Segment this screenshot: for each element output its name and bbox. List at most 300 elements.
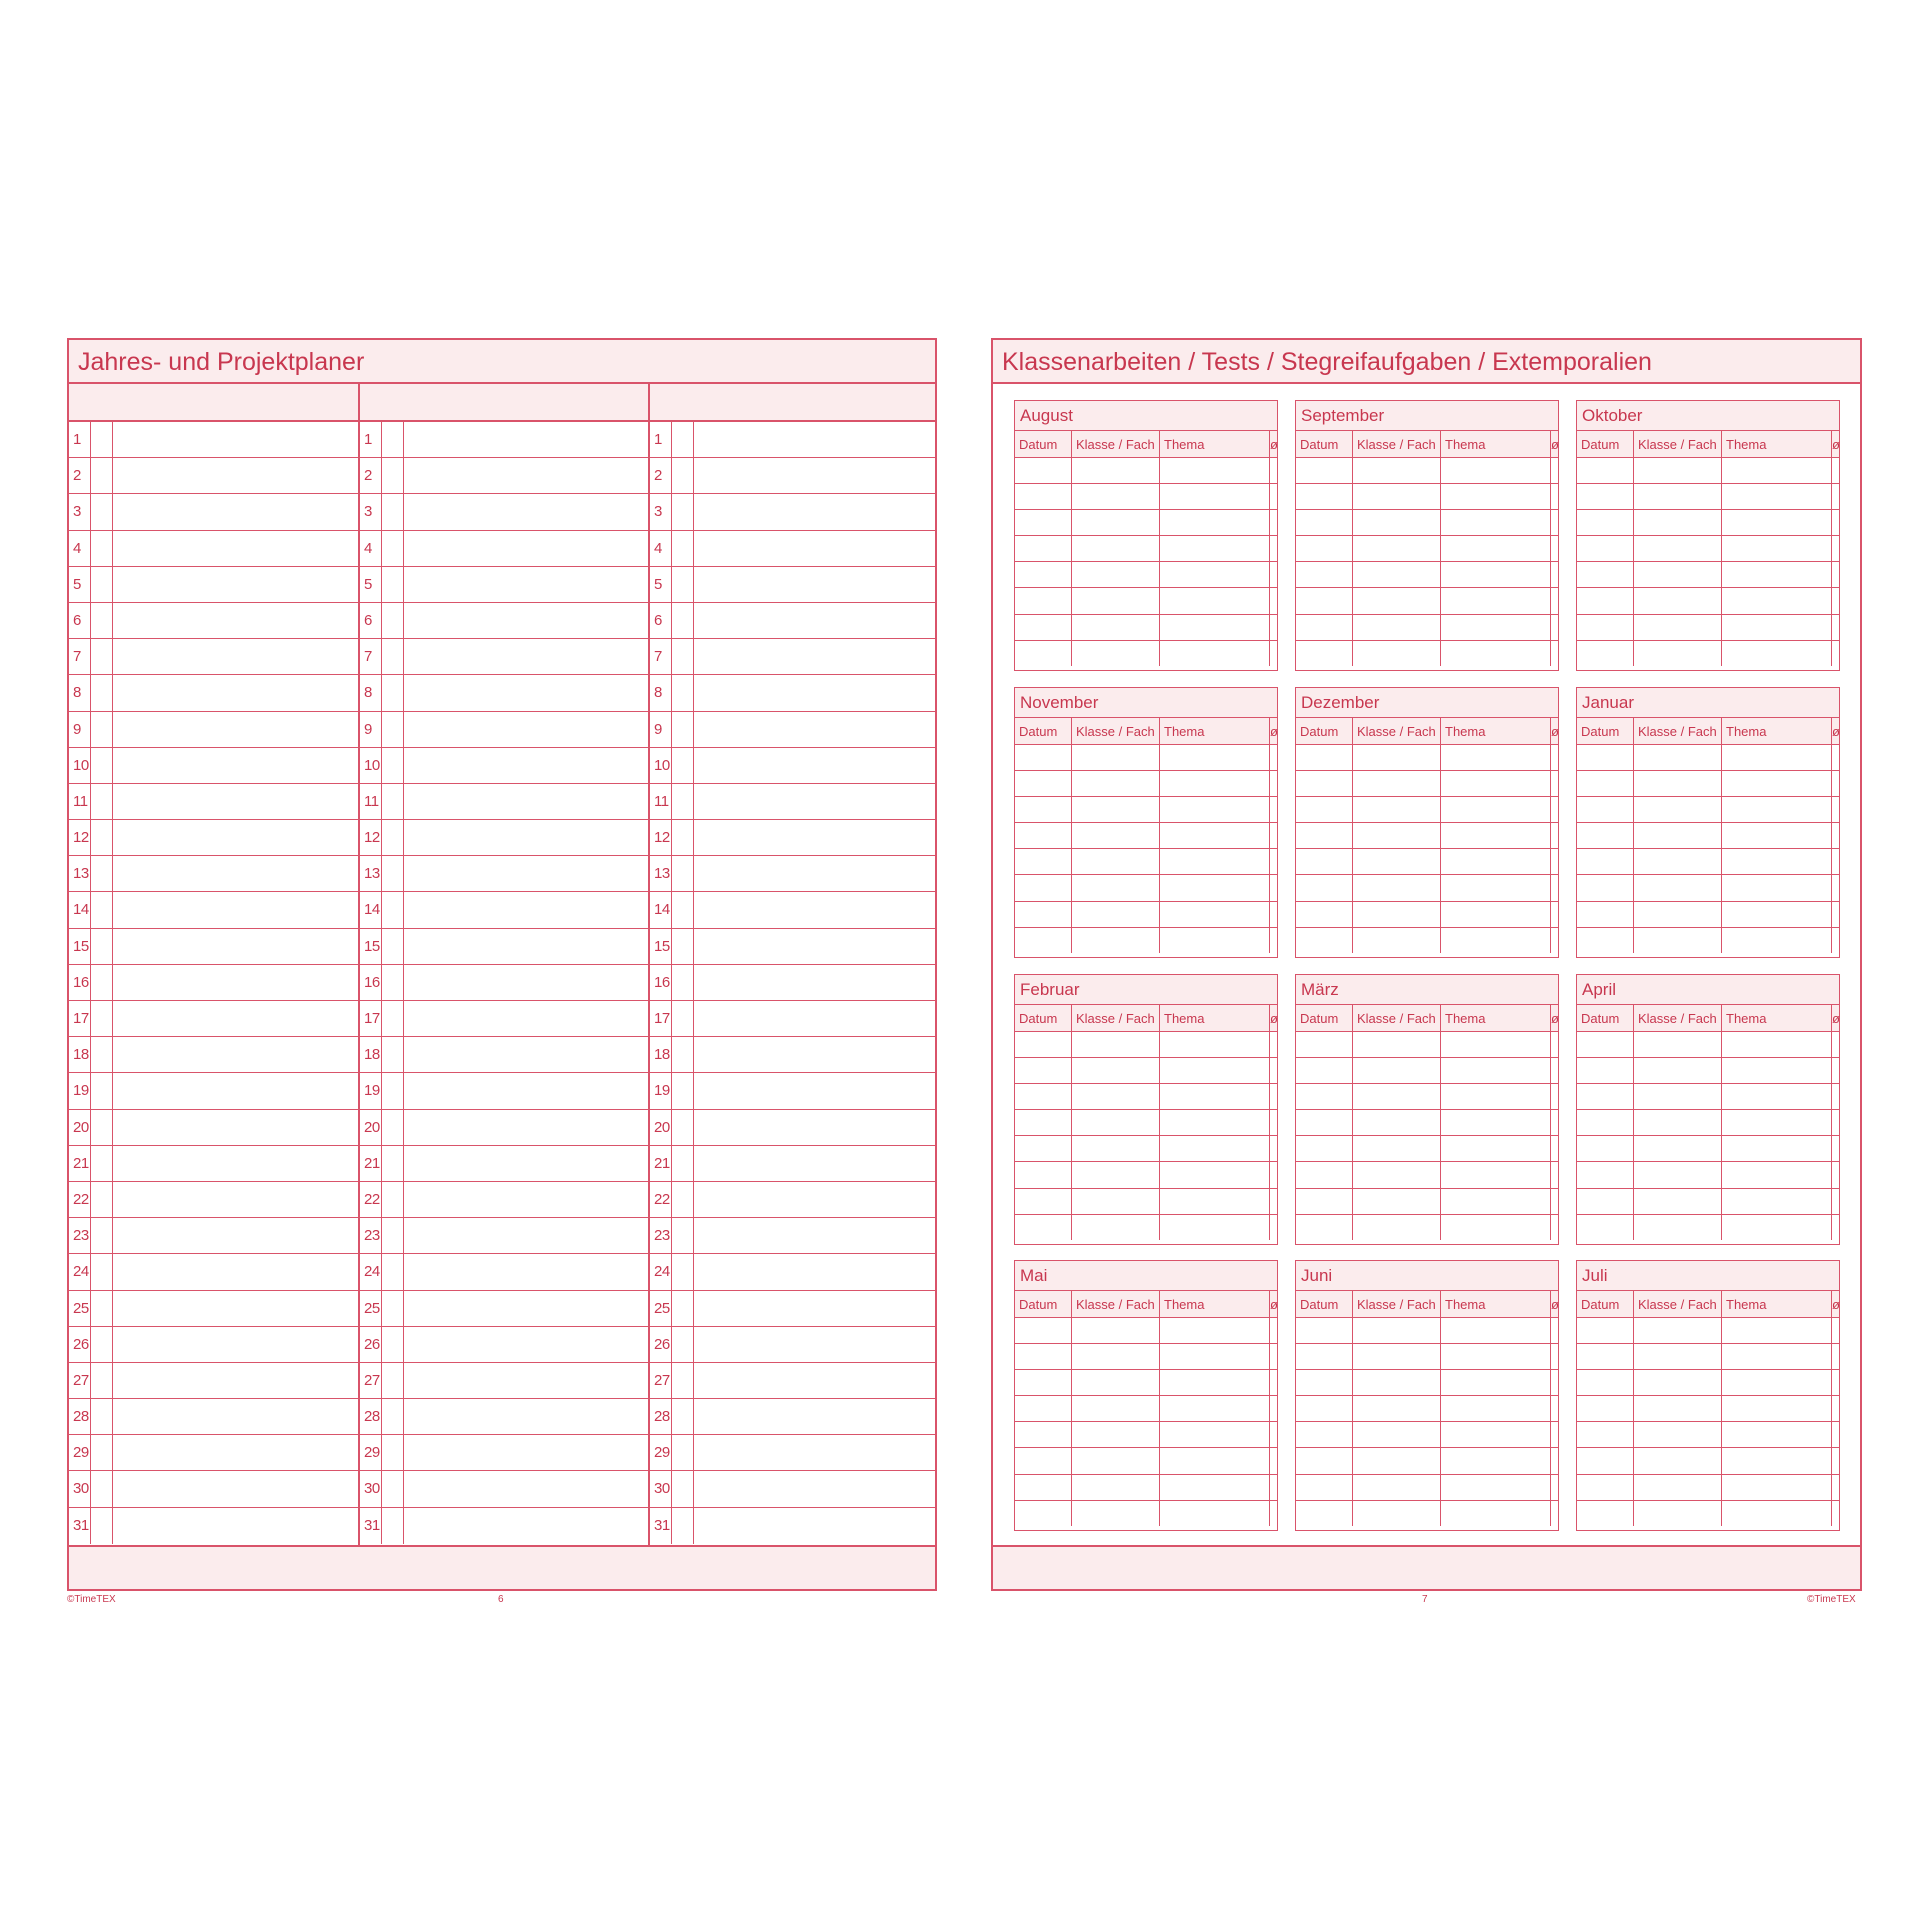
day-note-field[interactable]	[694, 567, 935, 602]
table-cell[interactable]	[1015, 562, 1072, 588]
day-mark-field[interactable]	[382, 1291, 404, 1326]
table-cell[interactable]	[1722, 1214, 1832, 1240]
table-cell[interactable]	[1353, 849, 1441, 875]
table-cell[interactable]	[1577, 640, 1634, 666]
table-cell[interactable]	[1577, 588, 1634, 614]
table-cell[interactable]	[1551, 1344, 1559, 1370]
day-note-field[interactable]	[404, 1146, 650, 1181]
table-cell[interactable]	[1577, 458, 1634, 484]
table-cell[interactable]	[1441, 1396, 1551, 1422]
day-note-field[interactable]	[113, 531, 359, 566]
table-cell[interactable]	[1160, 1422, 1270, 1448]
day-note-field[interactable]	[113, 712, 359, 747]
table-cell[interactable]	[1551, 1500, 1559, 1526]
table-cell[interactable]	[1015, 797, 1072, 823]
day-mark-field[interactable]	[382, 422, 404, 457]
table-cell[interactable]	[1353, 1344, 1441, 1370]
table-cell[interactable]	[1072, 1370, 1160, 1396]
table-cell[interactable]	[1296, 1084, 1353, 1110]
table-cell[interactable]	[1441, 614, 1551, 640]
day-note-field[interactable]	[113, 675, 359, 710]
table-cell[interactable]	[1722, 1318, 1832, 1344]
day-note-field[interactable]	[694, 1254, 935, 1289]
day-note-field[interactable]	[113, 1363, 359, 1398]
table-cell[interactable]	[1015, 823, 1072, 849]
table-cell[interactable]	[1634, 1370, 1722, 1396]
table-cell[interactable]	[1353, 1188, 1441, 1214]
table-cell[interactable]	[1296, 640, 1353, 666]
table-cell[interactable]	[1441, 771, 1551, 797]
table-cell[interactable]	[1551, 927, 1559, 953]
table-cell[interactable]	[1015, 1500, 1072, 1526]
day-note-field[interactable]	[113, 1073, 359, 1108]
table-cell[interactable]	[1015, 1474, 1072, 1500]
day-mark-field[interactable]	[91, 892, 113, 927]
day-note-field[interactable]	[404, 1073, 650, 1108]
day-note-field[interactable]	[113, 1001, 359, 1036]
table-cell[interactable]	[1160, 640, 1270, 666]
day-mark-field[interactable]	[672, 422, 694, 457]
day-mark-field[interactable]	[382, 531, 404, 566]
table-cell[interactable]	[1722, 536, 1832, 562]
day-mark-field[interactable]	[91, 1363, 113, 1398]
day-note-field[interactable]	[404, 965, 650, 1000]
table-cell[interactable]	[1296, 1422, 1353, 1448]
table-cell[interactable]	[1832, 1474, 1840, 1500]
table-cell[interactable]	[1160, 927, 1270, 953]
table-cell[interactable]	[1296, 1396, 1353, 1422]
day-note-field[interactable]	[113, 1110, 359, 1145]
day-note-field[interactable]	[694, 712, 935, 747]
day-note-field[interactable]	[694, 458, 935, 493]
day-note-field[interactable]	[694, 675, 935, 710]
table-cell[interactable]	[1015, 849, 1072, 875]
table-cell[interactable]	[1722, 1474, 1832, 1500]
day-mark-field[interactable]	[672, 1182, 694, 1217]
table-cell[interactable]	[1722, 771, 1832, 797]
table-cell[interactable]	[1722, 849, 1832, 875]
table-cell[interactable]	[1577, 875, 1634, 901]
table-cell[interactable]	[1270, 1162, 1278, 1188]
day-mark-field[interactable]	[382, 1001, 404, 1036]
table-cell[interactable]	[1551, 901, 1559, 927]
table-cell[interactable]	[1832, 562, 1840, 588]
day-note-field[interactable]	[113, 1508, 359, 1544]
table-cell[interactable]	[1270, 1110, 1278, 1136]
table-cell[interactable]	[1270, 1474, 1278, 1500]
day-note-field[interactable]	[113, 567, 359, 602]
table-cell[interactable]	[1832, 1032, 1840, 1058]
table-cell[interactable]	[1722, 640, 1832, 666]
table-cell[interactable]	[1353, 458, 1441, 484]
table-cell[interactable]	[1160, 1318, 1270, 1344]
table-cell[interactable]	[1722, 614, 1832, 640]
table-cell[interactable]	[1270, 1500, 1278, 1526]
day-mark-field[interactable]	[672, 1110, 694, 1145]
table-cell[interactable]	[1832, 510, 1840, 536]
table-cell[interactable]	[1441, 901, 1551, 927]
table-cell[interactable]	[1441, 875, 1551, 901]
table-cell[interactable]	[1296, 901, 1353, 927]
day-note-field[interactable]	[113, 856, 359, 891]
table-cell[interactable]	[1270, 1422, 1278, 1448]
table-cell[interactable]	[1353, 1058, 1441, 1084]
table-cell[interactable]	[1296, 536, 1353, 562]
table-cell[interactable]	[1634, 823, 1722, 849]
table-cell[interactable]	[1353, 1474, 1441, 1500]
table-cell[interactable]	[1160, 849, 1270, 875]
table-cell[interactable]	[1072, 1136, 1160, 1162]
table-cell[interactable]	[1072, 1500, 1160, 1526]
day-mark-field[interactable]	[91, 820, 113, 855]
table-cell[interactable]	[1832, 823, 1840, 849]
table-cell[interactable]	[1832, 771, 1840, 797]
table-cell[interactable]	[1160, 458, 1270, 484]
table-cell[interactable]	[1441, 797, 1551, 823]
table-cell[interactable]	[1015, 1214, 1072, 1240]
table-cell[interactable]	[1634, 771, 1722, 797]
day-note-field[interactable]	[694, 531, 935, 566]
table-cell[interactable]	[1722, 1396, 1832, 1422]
table-cell[interactable]	[1160, 1058, 1270, 1084]
table-cell[interactable]	[1270, 797, 1278, 823]
table-cell[interactable]	[1160, 1188, 1270, 1214]
table-cell[interactable]	[1577, 1058, 1634, 1084]
table-cell[interactable]	[1577, 849, 1634, 875]
day-mark-field[interactable]	[672, 1073, 694, 1108]
table-cell[interactable]	[1441, 1110, 1551, 1136]
table-cell[interactable]	[1722, 1344, 1832, 1370]
table-cell[interactable]	[1072, 1396, 1160, 1422]
day-mark-field[interactable]	[382, 1435, 404, 1470]
day-mark-field[interactable]	[672, 1327, 694, 1362]
table-cell[interactable]	[1577, 771, 1634, 797]
table-cell[interactable]	[1634, 901, 1722, 927]
day-note-field[interactable]	[113, 458, 359, 493]
table-cell[interactable]	[1296, 745, 1353, 771]
table-cell[interactable]	[1270, 745, 1278, 771]
table-cell[interactable]	[1296, 1032, 1353, 1058]
table-cell[interactable]	[1270, 1370, 1278, 1396]
day-note-field[interactable]	[404, 1327, 650, 1362]
table-cell[interactable]	[1270, 510, 1278, 536]
table-cell[interactable]	[1634, 875, 1722, 901]
table-cell[interactable]	[1722, 458, 1832, 484]
table-cell[interactable]	[1634, 1474, 1722, 1500]
table-cell[interactable]	[1160, 771, 1270, 797]
table-cell[interactable]	[1072, 875, 1160, 901]
table-cell[interactable]	[1270, 1214, 1278, 1240]
day-note-field[interactable]	[404, 784, 650, 819]
table-cell[interactable]	[1441, 1214, 1551, 1240]
table-cell[interactable]	[1015, 1396, 1072, 1422]
table-cell[interactable]	[1072, 1032, 1160, 1058]
table-cell[interactable]	[1296, 823, 1353, 849]
table-cell[interactable]	[1634, 745, 1722, 771]
table-cell[interactable]	[1072, 1058, 1160, 1084]
table-cell[interactable]	[1015, 588, 1072, 614]
day-note-field[interactable]	[694, 1037, 935, 1072]
table-cell[interactable]	[1551, 797, 1559, 823]
day-note-field[interactable]	[694, 1146, 935, 1181]
table-cell[interactable]	[1551, 823, 1559, 849]
table-cell[interactable]	[1353, 510, 1441, 536]
day-mark-field[interactable]	[382, 929, 404, 964]
table-cell[interactable]	[1270, 562, 1278, 588]
table-cell[interactable]	[1353, 1318, 1441, 1344]
table-cell[interactable]	[1296, 1058, 1353, 1084]
table-cell[interactable]	[1015, 927, 1072, 953]
table-cell[interactable]	[1160, 1344, 1270, 1370]
table-cell[interactable]	[1634, 1136, 1722, 1162]
day-mark-field[interactable]	[91, 965, 113, 1000]
table-cell[interactable]	[1353, 640, 1441, 666]
day-mark-field[interactable]	[91, 1037, 113, 1072]
day-mark-field[interactable]	[672, 1399, 694, 1434]
table-cell[interactable]	[1296, 1136, 1353, 1162]
table-cell[interactable]	[1296, 1214, 1353, 1240]
table-cell[interactable]	[1441, 1032, 1551, 1058]
table-cell[interactable]	[1270, 823, 1278, 849]
day-note-field[interactable]	[694, 1471, 935, 1506]
table-cell[interactable]	[1832, 484, 1840, 510]
column-header-field[interactable]	[650, 384, 935, 422]
table-cell[interactable]	[1015, 614, 1072, 640]
day-mark-field[interactable]	[672, 929, 694, 964]
day-note-field[interactable]	[694, 1110, 935, 1145]
table-cell[interactable]	[1015, 458, 1072, 484]
day-note-field[interactable]	[404, 892, 650, 927]
table-cell[interactable]	[1832, 1370, 1840, 1396]
table-cell[interactable]	[1722, 1422, 1832, 1448]
table-cell[interactable]	[1160, 823, 1270, 849]
day-mark-field[interactable]	[672, 1435, 694, 1470]
table-cell[interactable]	[1441, 1318, 1551, 1344]
table-cell[interactable]	[1577, 745, 1634, 771]
day-note-field[interactable]	[404, 531, 650, 566]
day-note-field[interactable]	[404, 1218, 650, 1253]
day-note-field[interactable]	[694, 1073, 935, 1108]
day-note-field[interactable]	[694, 1363, 935, 1398]
table-cell[interactable]	[1832, 458, 1840, 484]
table-cell[interactable]	[1551, 1214, 1559, 1240]
table-cell[interactable]	[1160, 1032, 1270, 1058]
table-cell[interactable]	[1270, 640, 1278, 666]
day-note-field[interactable]	[694, 1218, 935, 1253]
day-note-field[interactable]	[404, 458, 650, 493]
table-cell[interactable]	[1072, 927, 1160, 953]
table-cell[interactable]	[1160, 614, 1270, 640]
table-cell[interactable]	[1072, 1344, 1160, 1370]
day-note-field[interactable]	[694, 422, 935, 457]
table-cell[interactable]	[1722, 1448, 1832, 1474]
day-mark-field[interactable]	[672, 639, 694, 674]
table-cell[interactable]	[1353, 1084, 1441, 1110]
table-cell[interactable]	[1441, 458, 1551, 484]
day-mark-field[interactable]	[382, 1110, 404, 1145]
day-mark-field[interactable]	[382, 1073, 404, 1108]
table-cell[interactable]	[1015, 1084, 1072, 1110]
table-cell[interactable]	[1072, 1214, 1160, 1240]
day-mark-field[interactable]	[672, 1363, 694, 1398]
day-mark-field[interactable]	[382, 1037, 404, 1072]
day-note-field[interactable]	[694, 1001, 935, 1036]
day-mark-field[interactable]	[382, 1363, 404, 1398]
day-mark-field[interactable]	[91, 1073, 113, 1108]
table-cell[interactable]	[1577, 562, 1634, 588]
table-cell[interactable]	[1832, 1058, 1840, 1084]
table-cell[interactable]	[1577, 1214, 1634, 1240]
table-cell[interactable]	[1832, 1448, 1840, 1474]
day-mark-field[interactable]	[382, 1182, 404, 1217]
table-cell[interactable]	[1832, 1162, 1840, 1188]
day-note-field[interactable]	[694, 494, 935, 529]
day-mark-field[interactable]	[672, 1218, 694, 1253]
table-cell[interactable]	[1296, 1500, 1353, 1526]
table-cell[interactable]	[1441, 484, 1551, 510]
day-mark-field[interactable]	[91, 1471, 113, 1506]
table-cell[interactable]	[1072, 849, 1160, 875]
table-cell[interactable]	[1072, 484, 1160, 510]
table-cell[interactable]	[1270, 1058, 1278, 1084]
day-mark-field[interactable]	[672, 892, 694, 927]
table-cell[interactable]	[1832, 1318, 1840, 1344]
table-cell[interactable]	[1577, 1474, 1634, 1500]
table-cell[interactable]	[1015, 510, 1072, 536]
day-note-field[interactable]	[404, 1508, 650, 1544]
day-mark-field[interactable]	[91, 748, 113, 783]
table-cell[interactable]	[1577, 510, 1634, 536]
table-cell[interactable]	[1160, 484, 1270, 510]
day-note-field[interactable]	[694, 965, 935, 1000]
table-cell[interactable]	[1072, 562, 1160, 588]
day-mark-field[interactable]	[382, 1508, 404, 1544]
day-mark-field[interactable]	[672, 1146, 694, 1181]
day-note-field[interactable]	[404, 1182, 650, 1217]
table-cell[interactable]	[1832, 849, 1840, 875]
table-cell[interactable]	[1270, 771, 1278, 797]
table-cell[interactable]	[1634, 1344, 1722, 1370]
table-cell[interactable]	[1577, 1448, 1634, 1474]
table-cell[interactable]	[1072, 614, 1160, 640]
table-cell[interactable]	[1722, 1110, 1832, 1136]
table-cell[interactable]	[1015, 1318, 1072, 1344]
table-cell[interactable]	[1160, 1448, 1270, 1474]
table-cell[interactable]	[1722, 823, 1832, 849]
table-cell[interactable]	[1551, 1058, 1559, 1084]
table-cell[interactable]	[1160, 1214, 1270, 1240]
table-cell[interactable]	[1551, 640, 1559, 666]
table-cell[interactable]	[1441, 849, 1551, 875]
table-cell[interactable]	[1551, 1422, 1559, 1448]
table-cell[interactable]	[1160, 875, 1270, 901]
table-cell[interactable]	[1551, 875, 1559, 901]
table-cell[interactable]	[1832, 536, 1840, 562]
day-note-field[interactable]	[694, 639, 935, 674]
table-cell[interactable]	[1441, 823, 1551, 849]
table-cell[interactable]	[1634, 1318, 1722, 1344]
day-mark-field[interactable]	[672, 965, 694, 1000]
table-cell[interactable]	[1832, 745, 1840, 771]
table-cell[interactable]	[1832, 875, 1840, 901]
day-note-field[interactable]	[113, 1146, 359, 1181]
table-cell[interactable]	[1270, 484, 1278, 510]
table-cell[interactable]	[1551, 1370, 1559, 1396]
day-note-field[interactable]	[694, 856, 935, 891]
day-mark-field[interactable]	[382, 494, 404, 529]
table-cell[interactable]	[1072, 823, 1160, 849]
day-note-field[interactable]	[404, 639, 650, 674]
table-cell[interactable]	[1072, 1084, 1160, 1110]
day-note-field[interactable]	[694, 1327, 935, 1362]
table-cell[interactable]	[1160, 588, 1270, 614]
day-note-field[interactable]	[404, 1254, 650, 1289]
day-mark-field[interactable]	[91, 1218, 113, 1253]
table-cell[interactable]	[1634, 1214, 1722, 1240]
table-cell[interactable]	[1634, 1162, 1722, 1188]
table-cell[interactable]	[1551, 849, 1559, 875]
day-mark-field[interactable]	[91, 603, 113, 638]
day-mark-field[interactable]	[382, 1399, 404, 1434]
table-cell[interactable]	[1551, 1110, 1559, 1136]
day-mark-field[interactable]	[382, 784, 404, 819]
day-mark-field[interactable]	[91, 1110, 113, 1145]
table-cell[interactable]	[1441, 1500, 1551, 1526]
table-cell[interactable]	[1353, 1500, 1441, 1526]
table-cell[interactable]	[1441, 1084, 1551, 1110]
day-mark-field[interactable]	[382, 458, 404, 493]
table-cell[interactable]	[1296, 849, 1353, 875]
table-cell[interactable]	[1577, 1110, 1634, 1136]
day-mark-field[interactable]	[91, 784, 113, 819]
table-cell[interactable]	[1296, 588, 1353, 614]
table-cell[interactable]	[1577, 1032, 1634, 1058]
table-cell[interactable]	[1160, 510, 1270, 536]
table-cell[interactable]	[1296, 614, 1353, 640]
day-note-field[interactable]	[404, 1291, 650, 1326]
table-cell[interactable]	[1072, 640, 1160, 666]
table-cell[interactable]	[1160, 797, 1270, 823]
table-cell[interactable]	[1441, 640, 1551, 666]
day-note-field[interactable]	[694, 929, 935, 964]
table-cell[interactable]	[1634, 1396, 1722, 1422]
day-mark-field[interactable]	[672, 1508, 694, 1544]
day-mark-field[interactable]	[382, 712, 404, 747]
day-mark-field[interactable]	[91, 639, 113, 674]
table-cell[interactable]	[1832, 1188, 1840, 1214]
table-cell[interactable]	[1832, 640, 1840, 666]
day-note-field[interactable]	[404, 567, 650, 602]
table-cell[interactable]	[1072, 771, 1160, 797]
day-note-field[interactable]	[404, 494, 650, 529]
table-cell[interactable]	[1353, 1162, 1441, 1188]
table-cell[interactable]	[1441, 1162, 1551, 1188]
table-cell[interactable]	[1015, 1448, 1072, 1474]
table-cell[interactable]	[1634, 614, 1722, 640]
table-cell[interactable]	[1015, 1370, 1072, 1396]
day-note-field[interactable]	[694, 1399, 935, 1434]
table-cell[interactable]	[1160, 901, 1270, 927]
table-cell[interactable]	[1441, 745, 1551, 771]
table-cell[interactable]	[1577, 1344, 1634, 1370]
day-mark-field[interactable]	[672, 820, 694, 855]
day-note-field[interactable]	[404, 712, 650, 747]
day-note-field[interactable]	[404, 675, 650, 710]
day-note-field[interactable]	[404, 856, 650, 891]
table-cell[interactable]	[1551, 1084, 1559, 1110]
table-cell[interactable]	[1832, 797, 1840, 823]
table-cell[interactable]	[1634, 1084, 1722, 1110]
